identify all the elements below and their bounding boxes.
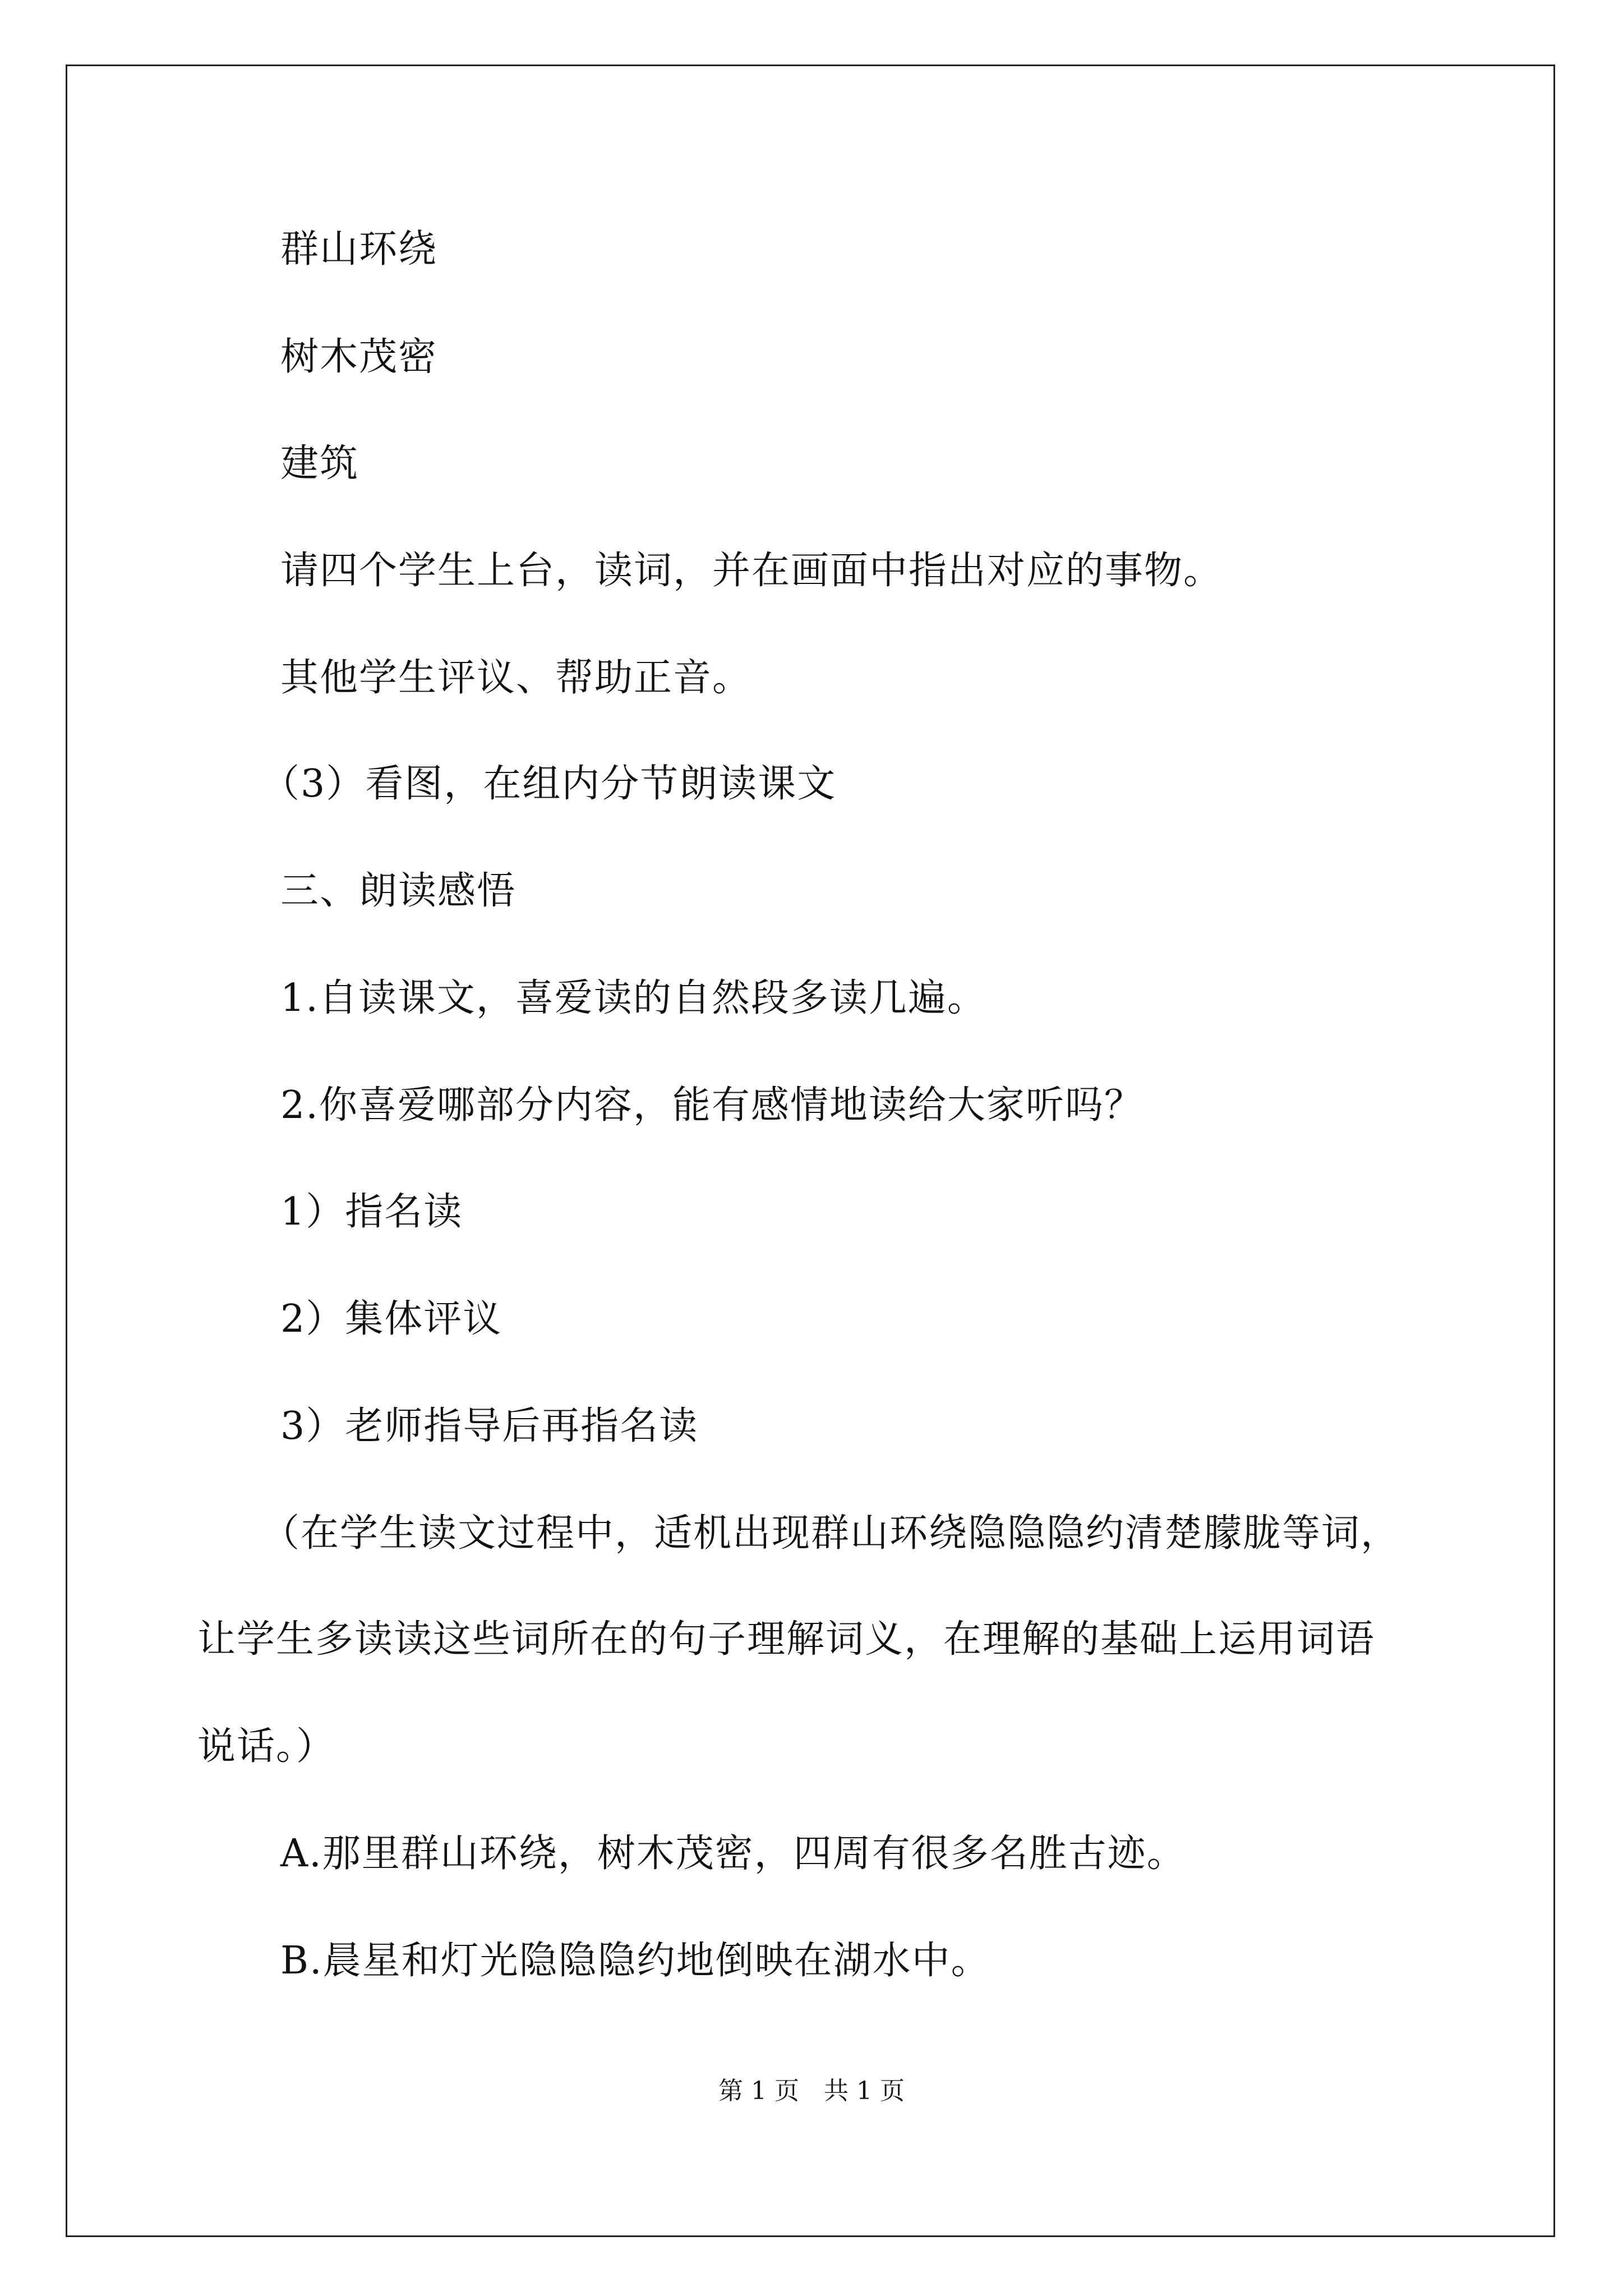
text-line: 建筑 (280, 441, 359, 486)
text-line: 群山环绕 (280, 227, 438, 272)
text-line: A.那里群山环绕，树木茂密，四周有很多名胜古迹。 (280, 1832, 1186, 1876)
text-line: 树木茂密 (280, 335, 438, 379)
text-line: 1.自读课文，喜爱读的自然段多读几遍。 (280, 976, 986, 1020)
section-heading: 三、朗读感悟 (280, 869, 517, 913)
text-line: 让学生多读读这些词所在的句子理解词义，在理解的基础上运用词语 (197, 1617, 1376, 1662)
text-line: （3）看图，在组内分节朗读课文 (261, 762, 837, 806)
text-line: 请四个学生上台，读词，并在画面中指出对应的事物。 (280, 549, 1223, 593)
text-line: 说话。） (197, 1724, 336, 1769)
text-line: （在学生读文过程中，适机出现群山环绕隐隐隐约清楚朦胧等词， (261, 1511, 1400, 1556)
text-line: 2）集体评议 (280, 1297, 502, 1341)
page-border (66, 65, 1555, 2237)
text-line: 1）指名读 (280, 1190, 463, 1234)
text-line: 3）老师指导后再指名读 (280, 1404, 699, 1448)
text-line: B.晨星和灯光隐隐隐约地倒映在湖水中。 (280, 1939, 990, 1983)
text-line: 其他学生评议、帮助正音。 (280, 656, 752, 700)
text-line: 2.你喜爱哪部分内容，能有感情地读给大家听吗？ (280, 1083, 1144, 1128)
page-number: 第 1 页 共 1 页 (718, 2077, 905, 2105)
